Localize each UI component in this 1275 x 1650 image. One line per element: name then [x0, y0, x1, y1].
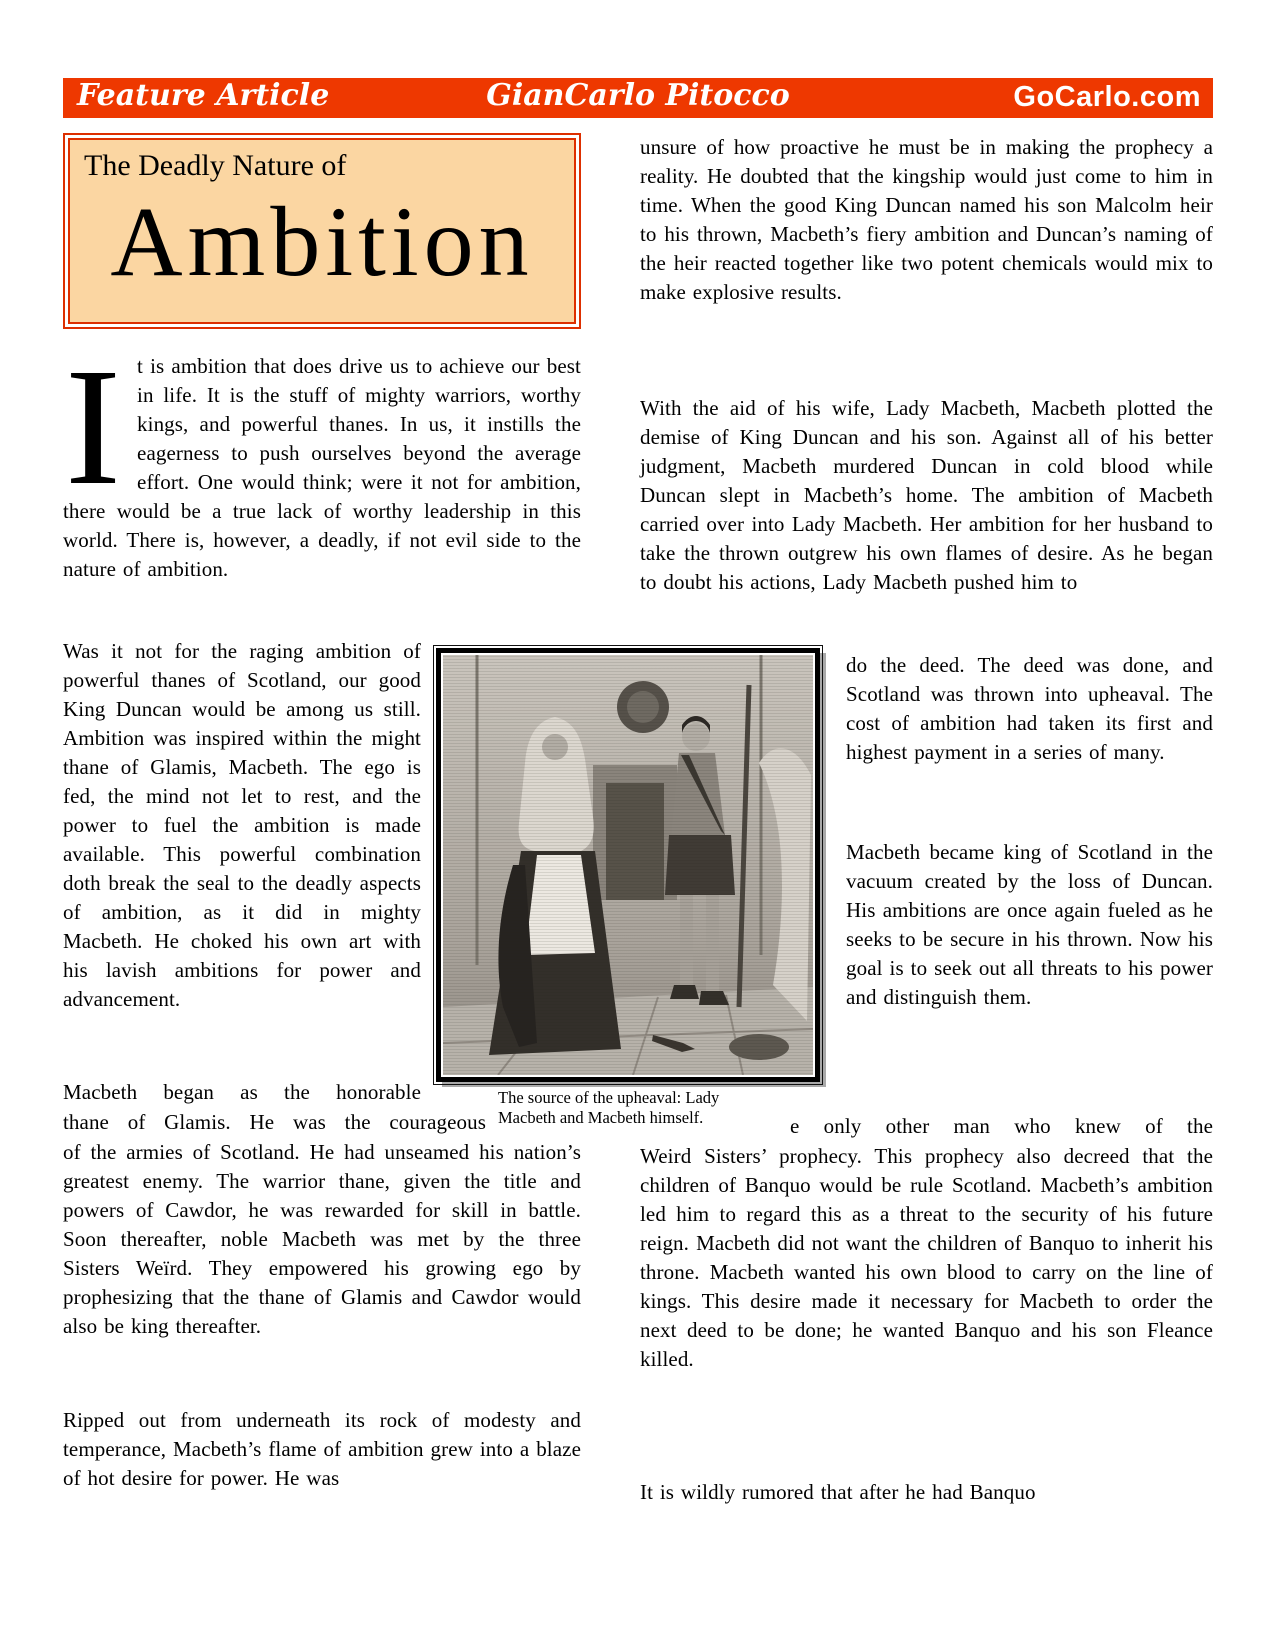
paragraph: Macbeth became king of Scotland in the vacuum created by the loss of Duncan. His ambitions are once again fueled as he seeks to be secure in his thrown. Now his goal is to seek out all threats to his power and distinguish them. [846, 840, 1213, 1009]
paragraph: unsure of how proactive he must be in making the prophecy a reality. He doubted that the kingship would just come to him in time. When the good King Duncan named his son Malcolm heir to his thrown, Macbeth’s fiery ambition and Duncan’s naming of the heir reacted together like two potent chemicals would mix to make explosive results. [640, 135, 1213, 304]
paragraph-line: e only other man who knew of the [790, 1114, 1213, 1138]
article-kicker: The Deadly Nature of [84, 149, 347, 182]
website-link[interactable]: GoCarlo.com [1013, 81, 1201, 113]
paragraph-intro [63, 334, 581, 584]
paragraph: Weird Sisters’ prophecy. This prophecy also decreed that the children of Banquo would be rule Scotland. Macbeth’s ambition led him to regard this as a threat to the security of his future reign. Macbeth did not want the children of Banquo to inherit his throne. Macbeth wanted his own blood to carry on the line of kings. This desire made it necessary for Macbeth to order the next deed to be done; he wanted Banquo and his son Fleance killed. [640, 1144, 1213, 1371]
paragraph: With the aid of his wife, Lady Macbeth, Macbeth plotted the demise of King Duncan and his son. Against all of his better judgment, Macbeth murdered Duncan in cold blood while Duncan slept in Macbeth’s home. The ambition of Macbeth carried over into Lady Macbeth. Her ambition for her husband to take the thrown outgrew his own flames of desire. As he began to doubt his actions, Lady Macbeth pushed him to [640, 396, 1213, 594]
paragraph-line: Macbeth began as the honorable [63, 1080, 421, 1104]
feature-article-label: Feature Article [77, 78, 330, 113]
macbeth-engraving [436, 648, 820, 1082]
paragraph-text: t is ambition that does drive us to achieve our best in life. It is the stuff of mighty warriors, worthy kings, and powerful thanes. In us, it instills the eagerness to push ourselves beyond the average effort. One would think; were it not for ambition, there would be a true lack of worthy leadership in this world. There is, however, a deadly, if not evil side to the nature of ambition. [63, 354, 581, 581]
title-box [63, 133, 581, 329]
title-box-inner [68, 138, 576, 324]
author-name: GianCarlo Pitocco [486, 78, 790, 113]
header-bar [63, 78, 1213, 118]
paragraph: do the deed. The deed was done, and Scotland was thrown into upheaval. The cost of ambition had taken its first and highest payment in a series of many. [846, 653, 1213, 764]
drop-cap: I [65, 334, 122, 520]
paragraph: Ripped out from underneath its rock of modesty and temperance, Macbeth’s flame of ambition grew into a blaze of hot desire for power. He was [63, 1408, 581, 1490]
paragraph: It is wildly rumored that after he had Banquo [640, 1480, 1036, 1504]
paragraph: of the armies of Scotland. He had unseamed his nation’s greatest enemy. The warrior thane, given the title and powers of Cawdor, he was rewarded for skill in battle. Soon thereafter, noble Macbeth was met by the three Sisters Weïrd. They empowered his growing ego by prophesizing that the thane of Glamis and Cawdor would also be king thereafter. [63, 1140, 581, 1338]
paragraph-line: thane of Glamis. He was the courageous [63, 1110, 486, 1134]
article-headline: Ambition [110, 186, 534, 297]
figure-caption: The source of the upheaval: Lady Macbeth and Macbeth himself. [498, 1088, 720, 1127]
engraving-illustration [443, 655, 813, 1075]
paragraph: Was it not for the raging ambition of powerful thanes of Scotland, our good King Duncan would be among us still. Ambition was inspired within the might thane of Glamis, Macbeth. The ego is fed, the mind not let to rest, and the power to fuel the ambition is made available. This powerful combination doth break the seal to the deadly aspects of ambition, as it did in mighty Macbeth. He choked his own art with his lavish ambitions for power and advancement. [63, 639, 421, 1011]
